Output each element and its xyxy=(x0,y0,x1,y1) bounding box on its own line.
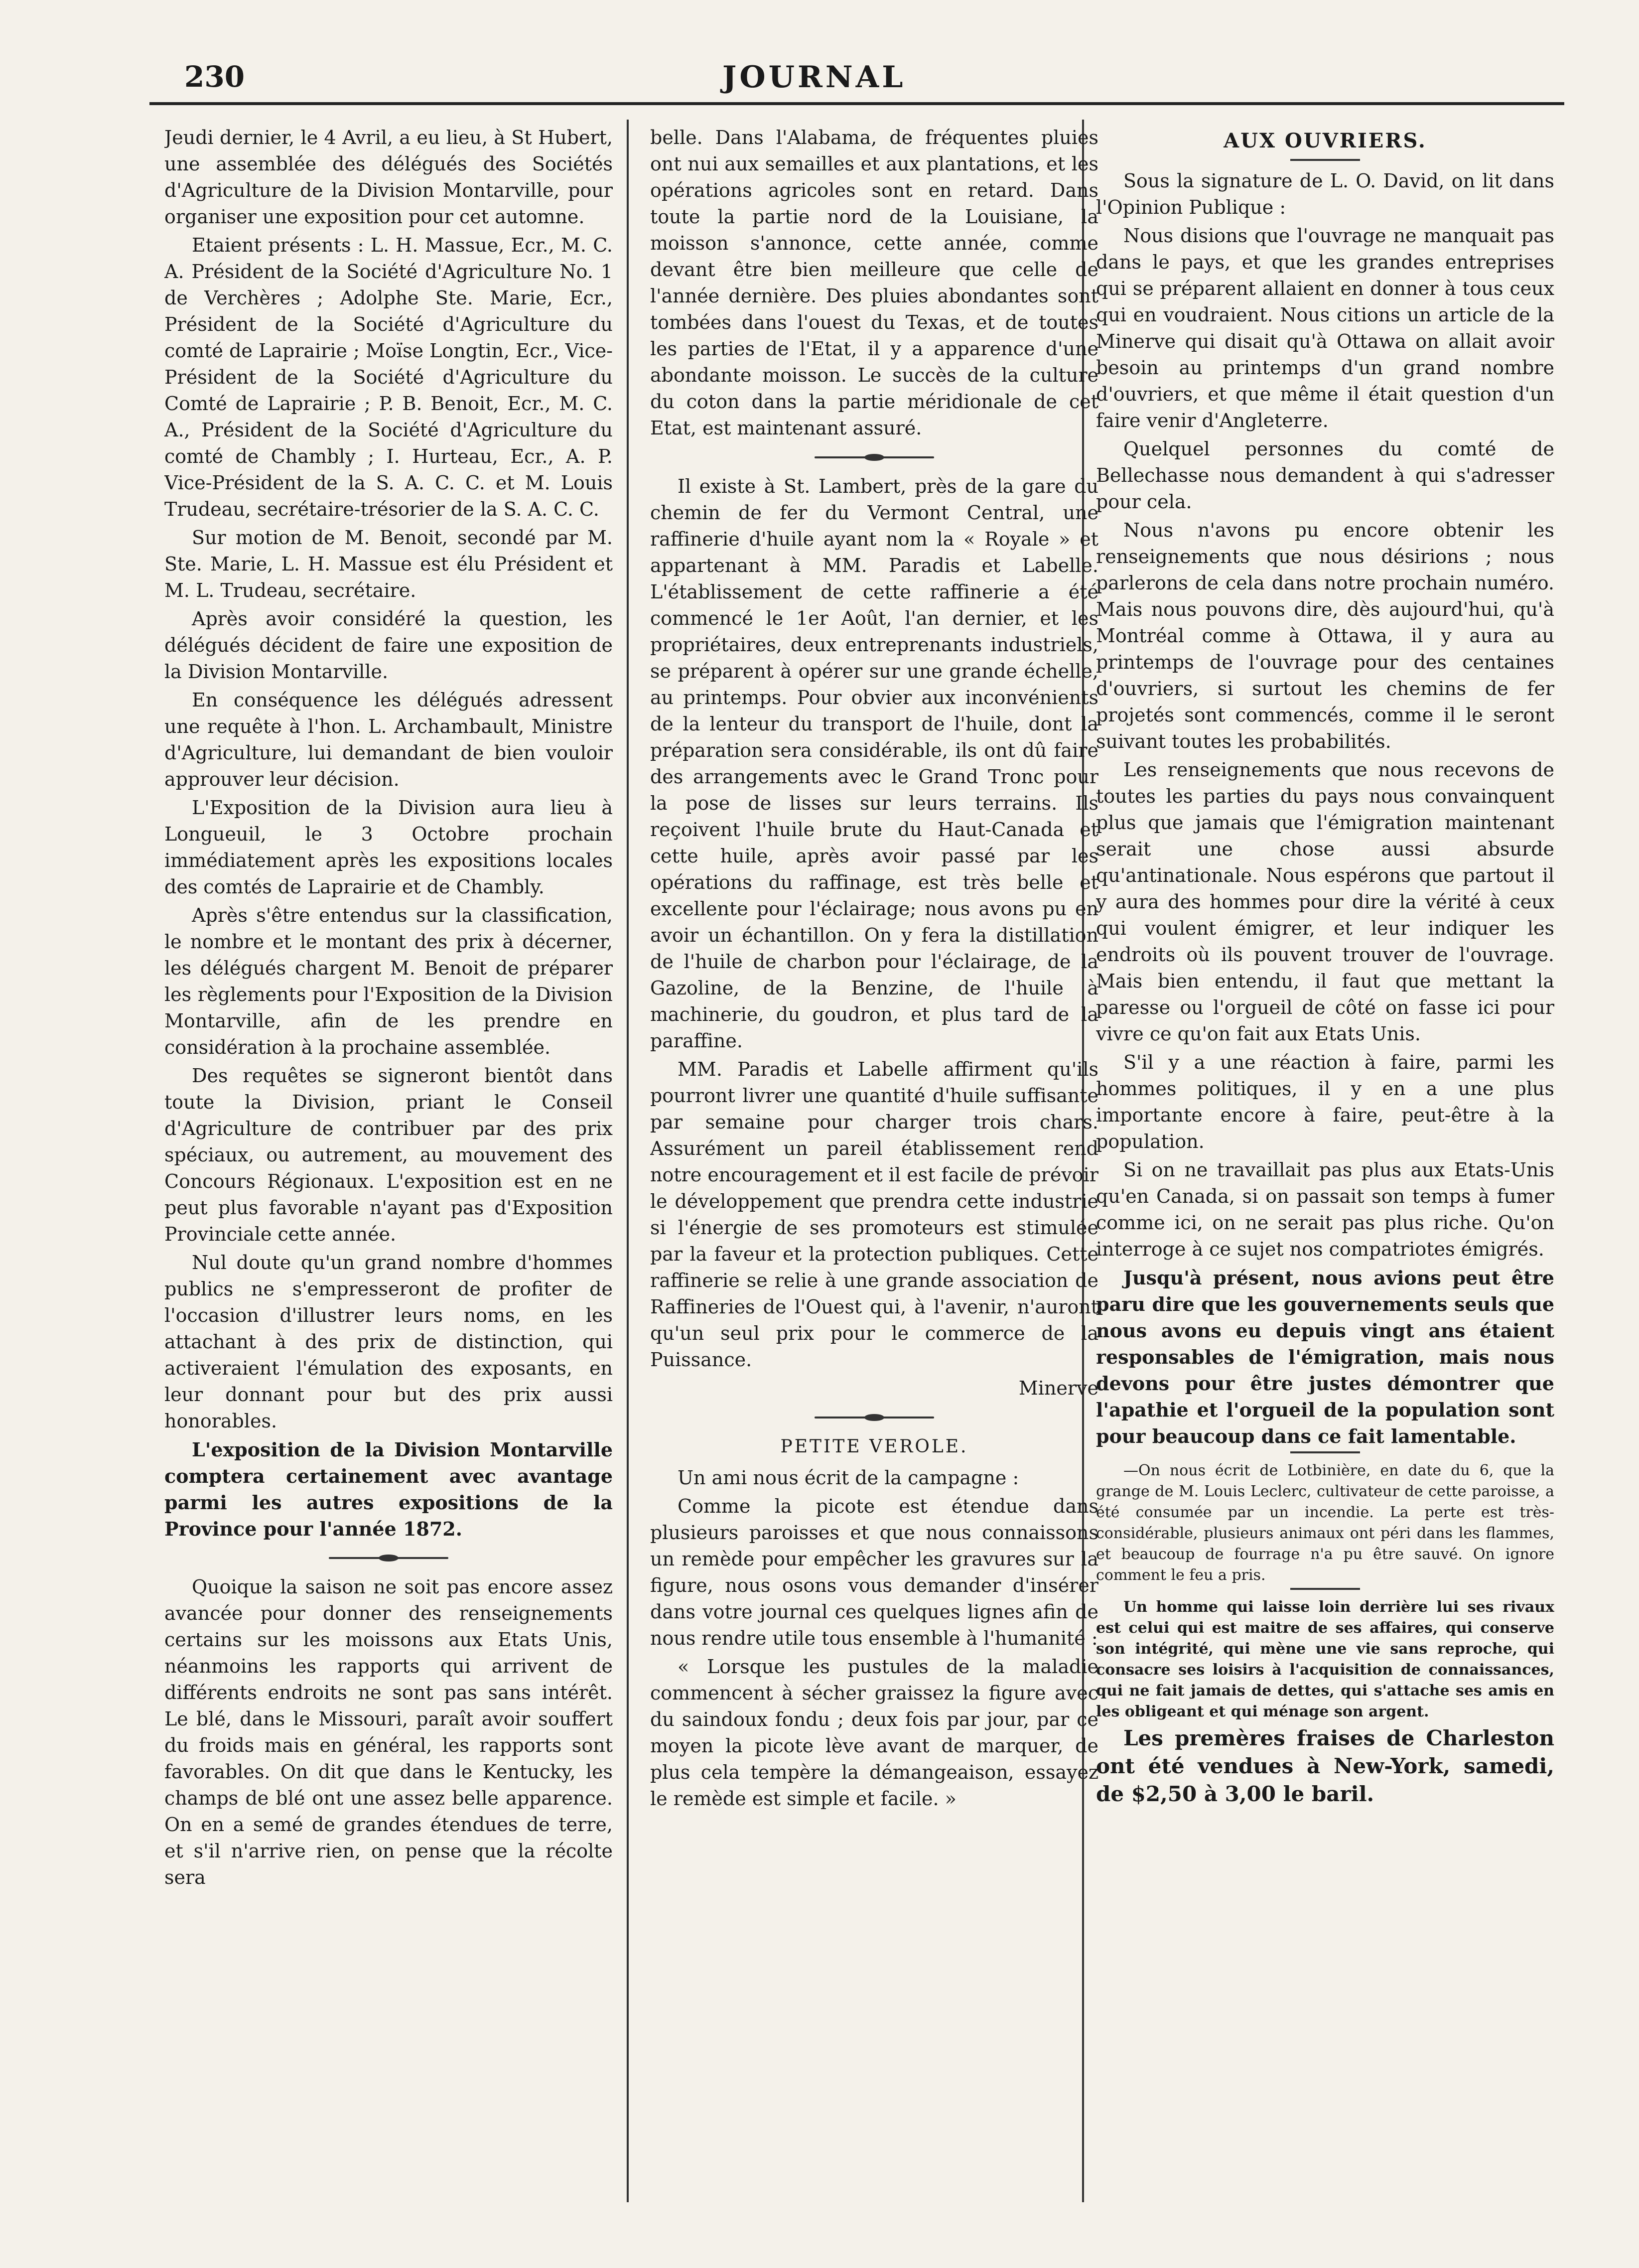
section-rule xyxy=(1290,1588,1360,1590)
article-montarville-p6: L'Exposition de la Division aura lieu à Longueuil, le 3 Octobre prochain immédiatement après les expositions locales des comtés de Laprairie et de Chambly. xyxy=(164,797,613,898)
article-montarville-p8: Des requêtes se signeront bientôt dans toute la Division, priant le Conseil d'Agriculture de contribuer par des prix spéciaux, ou autrement, au mouvement des Concours Régionaux. L'exposition est en ne peut plus favorable n'ayant pas d'Exposition Provinciale cette année. xyxy=(164,1065,613,1245)
article-workers-title: AUX OUVRIERS. xyxy=(1224,129,1427,152)
article-workers-p2: Nous disions que l'ouvrage ne manquait pas dans le pays, et que les grandes entreprises qui se préparent allaient en donner à tous ceux qui en voudraient. Nous citions un article de la Minerve qui disait qu'à Ottawa on allait avoir besoin au printemps d'un grand nombre d'ouvriers, et que même il était question d'un faire venir d'Angleterre. xyxy=(1096,225,1554,431)
article-refinery-signature: Minerve xyxy=(1018,1377,1098,1399)
article-montarville-p1: Jeudi dernier, le 4 Avril, a eu lieu, à St Hubert, une assemblée des délégués des Sociétés d'Agriculture de la Division Montarville, pour organiser une exposition pour cet automne. xyxy=(164,127,613,228)
article-montarville-p7: Après s'être entendus sur la classification, le nombre et le montant des prix à décerner, les délégués chargent M. Benoit de préparer les règlements pour l'Exposition de la Division Montarville, afin de les prendre en considération à la prochaine assemblée. xyxy=(164,904,613,1058)
title-rule xyxy=(1290,159,1360,161)
article-maxim-p1: Un homme qui laisse loin derrière lui ses rivaux est celui qui est maitre de ses affaires, qui conserve son intégrité, qui mène une vie sans reproche, qui consacre ses loisirs à l'acquisition de connaissances, qui ne fait jamais de dettes, qui s'attache ses amis en les obligeant et qui ménage son argent. xyxy=(1096,1598,1554,1720)
article-workers-p5: Les renseignements que nous recevons de toutes les parties du pays nous convainquent plus que jamais que l'émigration maintenant serait une chose aussi absurde qu'antinationale. Nous espérons que partout il y aura des hommes pour dire la vérité à ceux qui voulent émigrer, et leur indiquer les endroits où ils pouvent trouver de l'ouvrage. Mais bien entendu, il faut que mettant la paresse ou l'orgueil de côté on fasse ici pour vivre ce qu'on fait aux Etats Unis. xyxy=(1096,759,1554,1045)
column-1 xyxy=(164,125,613,2207)
article-workers-p4: Nous n'avons pu encore obtenir les renseignements que nous désirions ; nous parlerons de cela dans notre prochain numéro. Mais nous pouvons dire, dès aujourd'hui, qu'à Montréal comme à Ottawa, il y aura au printemps de l'ouvrage pour des centaines d'ouvriers, si surtout les chemins de fer projetés sont commencés, comme il le seront suivant toutes les probabilités. xyxy=(1096,519,1554,752)
section-divider xyxy=(815,1417,934,1418)
article-workers-p6: S'il y a une réaction à faire, parmi les hommes politiques, il y en a une plus importante encore à faire, peut-être à la population. xyxy=(1096,1051,1554,1152)
article-harvest-p1: Quoique la saison ne soit pas encore assez avancée pour donner des renseignements certains sur les moissons aux Etats Unis, néanmoins les rapports qui arrivent de différents endroits ne sont pas sans intérêt. Le blé, dans le Missouri, paraît avoir souffert du froids mais en général, les rapports sont favorables. On dit que dans le Kentucky, les champs de blé ont une assez belle apparence. On en a semé de grandes étendues de terre, et s'il n'arrive rien, on pense que la récolte sera xyxy=(164,1576,613,1888)
article-smallpox-p1: Un ami nous écrit de la campagne : xyxy=(678,1467,1019,1489)
article-montarville-p3: Sur motion de M. Benoit, secondé par M. Ste. Marie, L. H. Massue est élu Président et M. L. Trudeau, secrétaire. xyxy=(164,527,613,601)
article-smallpox-title: PETITE VEROLE. xyxy=(780,1436,968,1457)
article-harvest-p2: belle. Dans l'Alabama, de fréquentes pluies ont nui aux semailles et aux plantations, et les opérations agricoles sont en retard. Dans toute la partie nord de la Louisiane, la moisson s'annonce, cette année, comme devant être bien meilleure que celle de l'année dernière. Des pluies abondantes sont tombées dans l'ouest du Texas, et de toutes les parties de l'Etat, il y a apparence d'une abondante moisson. Le succès de la culture du coton dans la partie méridionale de cet Etat, est maintenant assuré. xyxy=(650,127,1098,439)
article-montarville-p10: L'exposition de la Division Montarville comptera certainement avec avantage parmi les autres expositions de la Province pour l'année 1872. xyxy=(164,1438,613,1540)
column-2 xyxy=(650,125,1098,2207)
page-header xyxy=(149,50,1564,105)
column-3 xyxy=(1096,125,1554,2207)
article-refinery-p1: Il existe à St. Lambert, près de la gare du chemin de fer du Vermont Central, une raffinerie d'huile ayant nom la « Royale » et appartenant à MM. Paradis et Labelle. L'établissement de cette raffinerie a été commencé le 1er Août, l'an dernier, et les propriétaires, deux entreprenants industriels, se préparent à opérer sur une grande échelle, au printemps. Pour obvier aux inconvénients de la lenteur du transport de l'huile, dont la préparation sera considérable, ils ont dû faire des arrangements avec le Grand Tronc pour la pose de lisses sur leurs terrains. Ils reçoivent l'huile brute du Haut-Canada et cette huile, après avoir passé par les opérations du raffinage, est très belle et excellente pour l'éclairage; nous avons pu en avoir un échantillon. On y fera la distillation de l'huile de charbon pour l'éclairage, de la Gazoline, de la Benzine, de l'huile à machinerie, du goudron, et plus tard de la paraffine. xyxy=(650,475,1098,1052)
article-refinery-p2: MM. Paradis et Labelle affirment qu'ils pourront livrer une quantité d'huile suffisante par semaine pour charger trois chars. Assurément un pareil établissement rend notre encouragement et il est facile de prévoir le développement que prendra cette industrie si l'énergie de ses promoteurs est stimulée par la faveur et la protection publiques. Cette raffinerie se relie à une grande association de Raffineries de l'Ouest qui, à l'avenir, n'auront qu'un seul prix pour le commerce de la Puissance. xyxy=(650,1058,1098,1371)
article-smallpox-p2: Comme la picote est étendue dans plusieurs paroisses et que nous connaissons un remède pour empêcher les gravures sur la figure, nous osons vous demander d'insérer dans votre journal ces quelques lignes afin de nous rendre utile tous ensemble à l'humanité : xyxy=(650,1495,1098,1649)
section-divider xyxy=(815,456,934,458)
article-fire-p1: —On nous écrit de Lotbinière, en date du 6, que la grange de M. Louis Leclerc, cultivateur de cette paroisse, a été consumée par un incendie. La perte est très-considérable, plusieurs animaux ont péri dans les flammes, et beaucoup de fourrage n'a pu être sauvé. On ignore comment le feu a pris. xyxy=(1096,1462,1554,1584)
article-workers-p8: Jusqu'à présent, nous avions peut être paru dire que les gouvernements seuls que nous avons eu depuis vingt ans étaient responsables de l'émigration, mais nous devons pour être justes démontrer que l'apathie et l'orgueil de la population sont pour beaucoup dans ce fait lamentable. xyxy=(1096,1267,1554,1447)
article-strawberries-p1: Les premères fraises de Charleston ont été vendues à New-York, samedi, de $2,50 à 3,00 le baril. xyxy=(1096,1726,1554,1806)
section-rule xyxy=(1290,1451,1360,1453)
article-montarville-p9: Nul doute qu'un grand nombre d'hommes publics ne s'empresseront de profiter de l'occasion d'illustrer leurs noms, en les attachant à des prix de distinction, qui activeraient l'émulation des exposants, en leur donnant pour but des prix aussi honorables. xyxy=(164,1252,613,1432)
section-divider xyxy=(329,1557,448,1559)
page-number: 230 xyxy=(184,60,245,94)
article-smallpox-p3: « Lorsque les pustules de la maladie commencent à sécher graissez la figure avec du saindoux fondu ; deux fois par jour, par ce moyen la picote lève avant de marquer, de plus cela tempère la démangeaison, essayez le remède est simple et facile. » xyxy=(650,1656,1098,1810)
running-title: JOURNAL xyxy=(722,60,906,95)
header-rule xyxy=(149,102,1564,105)
article-workers-p7: Si on ne travaillait pas plus aux Etats-Unis qu'en Canada, si on passait son temps à fumer comme ici, on ne serait pas plus riche. Qu'on interroge à ce sujet nos compatriotes émigrés. xyxy=(1096,1159,1554,1260)
article-workers-p1: Sous la signature de L. O. David, on lit dans l'Opinion Publique : xyxy=(1096,170,1554,218)
article-montarville-p5: En conséquence les délégués adressent une requête à l'hon. L. Archambault, Ministre d'Agriculture, lui demandant de bien vouloir approuver leur décision. xyxy=(164,689,613,790)
article-montarville-p2: Etaient présents : L. H. Massue, Ecr., M. C. A. Président de la Société d'Agriculture No. 1 de Verchères ; Adolphe Ste. Marie, Ecr., Président de la Société d'Agriculture du comté de Laprairie ; Moïse Longtin, Ecr., Vice-Président de la Société d'Agriculture du Comté de Laprairie ; P. B. Benoit, Ecr., M. C. A., Président de la Société d'Agriculture du comté de Chambly ; I. Hurteau, Ecr., A. P. Vice-Président de la S. A. C. C. et M. Louis Trudeau, secrétaire-trésorier de la S. A. C. C. xyxy=(164,234,613,520)
column-rule-1 xyxy=(627,120,629,2202)
article-montarville-p4: Après avoir considéré la question, les délégués décident de faire une exposition de la Division Montarville. xyxy=(164,608,613,683)
article-workers-p3: Quelquel personnes du comté de Bellechasse nous demandent à qui s'adresser pour cela. xyxy=(1096,438,1554,513)
